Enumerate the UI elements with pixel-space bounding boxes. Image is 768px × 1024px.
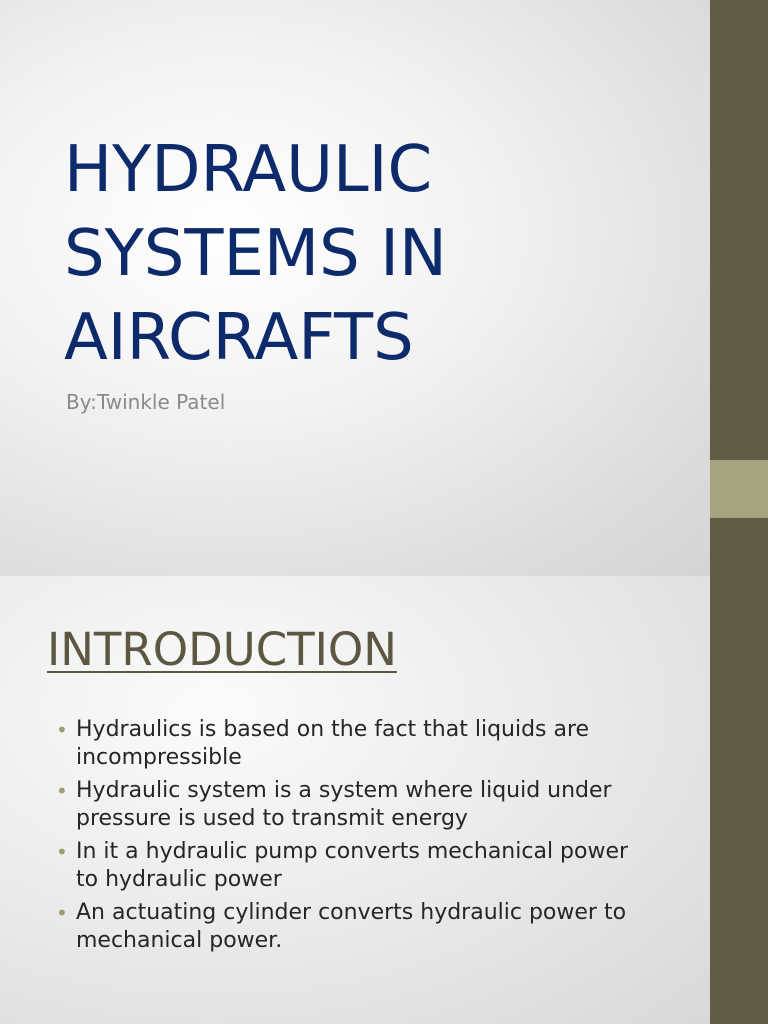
side-bar [710,576,768,1024]
side-bar-accent [710,460,768,518]
bullet-dot-icon: • [56,901,68,925]
bullet-item [56,838,656,894]
bullet-item [56,899,656,955]
bullet-dot-icon: • [56,840,68,864]
bullet-dot-icon: • [56,779,68,803]
introduction-slide [0,576,768,1024]
bullet-list [56,716,656,960]
slide-title: HYDRAULIC SYSTEMS IN AIRCRAFTS [64,133,447,375]
bullet-text: An actuating cylinder converts hydraulic power to mechanical power. [76,900,627,953]
slide-subtitle: By:Twinkle Patel [66,390,226,414]
bullet-item [56,777,656,833]
bullet-text: Hydraulic system is a system where liquid under pressure is used to transmit energy [76,778,612,831]
bullet-item [56,716,656,772]
bullet-dot-icon: • [56,718,68,742]
slide-heading: INTRODUCTION [47,623,397,676]
bullet-text: Hydraulics is based on the fact that liquids are incompressible [76,717,590,770]
bullet-text: In it a hydraulic pump converts mechanical power to hydraulic power [76,839,629,892]
